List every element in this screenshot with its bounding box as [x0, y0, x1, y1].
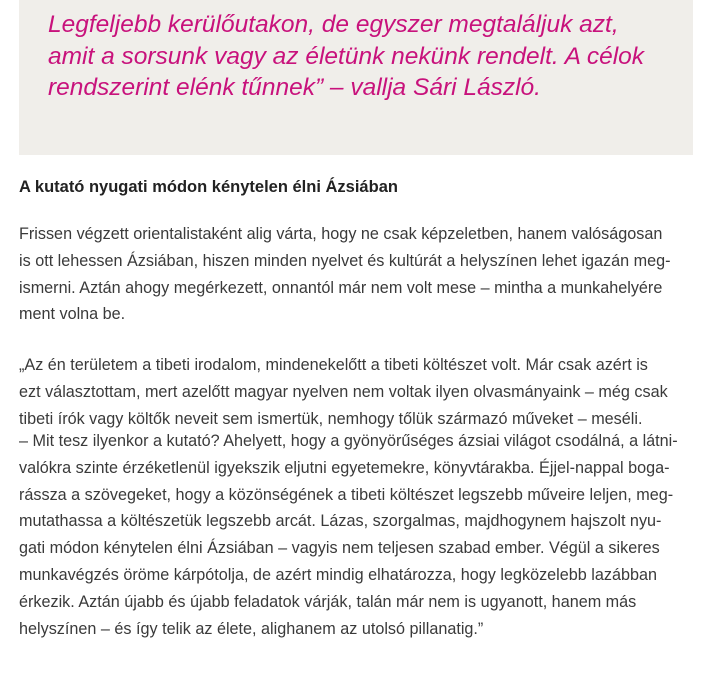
body-paragraph-3 [19, 428, 678, 642]
paragraph-line: ment volna be. [19, 305, 126, 324]
pull-quote-text [48, 9, 673, 104]
paragraph-line: érkezik. Aztán újabb és újabb feladatok várják, talán már nem is ugyanott, hanem más [19, 592, 637, 611]
pull-quote [19, 0, 693, 155]
paragraph-line: Frissen végzett orientalistaként alig várta, hogy ne csak képzeletben, hanem valóságosan [19, 225, 663, 243]
paragraph-line: mutathassa a költészetük legszebb arcát. Lázas, szorgalmas, majdhogynem hajszolt nyu- [19, 512, 662, 531]
paragraph-line: ismerni. Aztán ahogy megérkezett, onnantól már nem volt mese – mintha a munkahelyére [19, 278, 663, 297]
paragraph-line: tibeti írók vagy költők neveit sem ismertük, nemhogy tőlük származó műveket – meséli. [19, 409, 643, 428]
paragraph-line: munkavégzés öröme kárpótolja, de azért mindig elhatározza, hogy legközelebb lazábban [19, 565, 657, 584]
body-paragraph-2 [19, 352, 668, 432]
body-paragraph-1 [19, 221, 670, 328]
section-heading: A kutató nyugati módon kénytelen élni Ázsiában [19, 178, 398, 196]
paragraph-line: ezt választottam, mert azelőtt magyar nyelven nem voltak ilyen olvasmányaink – még csak [19, 382, 668, 401]
pull-quote-line: Legfeljebb kerülőutakon, de egyszer megtaláljuk azt, [48, 11, 619, 38]
paragraph-line: „Az én területem a tibeti irodalom, mindenekelőtt a tibeti költészet volt. Már csak azért is [19, 356, 648, 374]
pull-quote-line: rendszerint elénk tűnnek” – vallja Sári László. [48, 74, 541, 101]
paragraph-line: is ott lehessen Ázsiában, hiszen minden nyelvet és kultúrát a helyszínen lehet igazán meg- [19, 251, 671, 270]
paragraph-line: gati módon kénytelen élni Ázsiában – vagyis nem teljesen szabad ember. Végül a sikeres [19, 539, 660, 558]
paragraph-line: rássza a szövegeket, hogy a közönségének a tibeti költészet legszebb műveire leljen, meg- [19, 485, 674, 504]
paragraph-line: – Mit tesz ilyenkor a kutató? Ahelyett, hogy a gyönyörűséges ázsiai világot csodálná, a látni- [19, 432, 678, 450]
paragraph-line: valókra szinte érzéketlenül igyekszik eljutni egyetemekre, könyvtárakba. Éjjel-nappal boga- [19, 458, 670, 477]
paragraph-line: helyszínen – és így telik az élete, alighanem az utolsó pillanatig.” [19, 619, 484, 638]
pull-quote-line: amit a sorsunk vagy az életünk nekünk rendelt. A célok [48, 42, 645, 70]
